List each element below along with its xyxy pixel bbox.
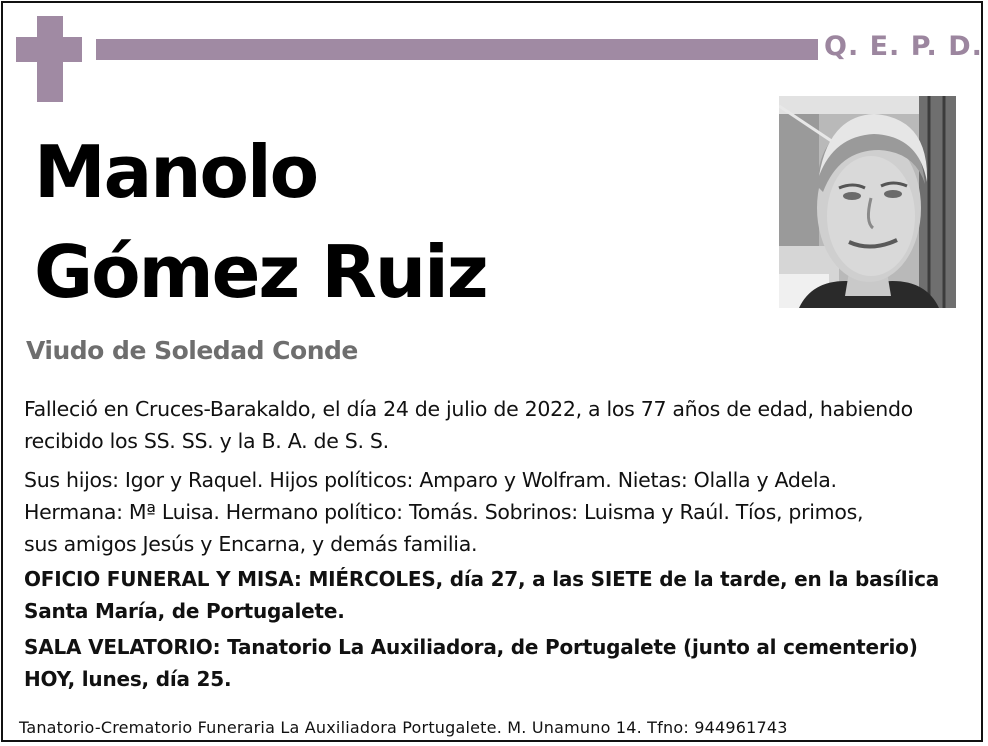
text-line: HOY, lunes, día 25. [24, 667, 232, 691]
text-line: Sus hijos: Igor y Raquel. Hijos políticos: Amparo y Wolfram. Nietas: Olalla y Adela. [24, 468, 837, 492]
funeral-home-footer: Tanatorio-Crematorio Funeraria La Auxiliadora Portugalete. M. Unamuno 14. Tfno: 944961743 [19, 718, 788, 737]
text-line: SALA VELATORIO: Tanatorio La Auxiliadora, de Portugalete (junto al cementerio) [24, 635, 918, 659]
text-line: sus amigos Jesús y Encarna, y demás familia. [24, 532, 478, 556]
wake-room-paragraph [24, 631, 954, 695]
qepd-label: Q. E. P. D. [824, 31, 983, 62]
widow-of-line: Viudo de Soledad Conde [26, 336, 358, 365]
header-rule [96, 39, 818, 60]
deceased-first-name: Manolo [34, 130, 318, 214]
deceased-surnames: Gómez Ruiz [34, 230, 487, 314]
text-line: Falleció en Cruces-Barakaldo, el día 24 de julio de 2022, a los 77 años de edad, habiendo [24, 397, 913, 421]
text-line: Santa María, de Portugalete. [24, 599, 345, 623]
text-line: OFICIO FUNERAL Y MISA: MIÉRCOLES, día 27, a las SIETE de la tarde, en la basílica [24, 567, 940, 591]
text-line: recibido los SS. SS. y la B. A. de S. S. [24, 429, 389, 453]
text-line: Hermana: Mª Luisa. Hermano político: Tomás. Sobrinos: Luisma y Raúl. Tíos, primos, [24, 500, 864, 524]
funeral-service-paragraph [24, 563, 954, 627]
portrait-photo-icon [779, 96, 956, 308]
family-paragraph [24, 464, 954, 560]
portrait-photo [779, 96, 956, 308]
cross-icon-horizontal [16, 37, 82, 62]
death-notice-paragraph [24, 393, 954, 457]
